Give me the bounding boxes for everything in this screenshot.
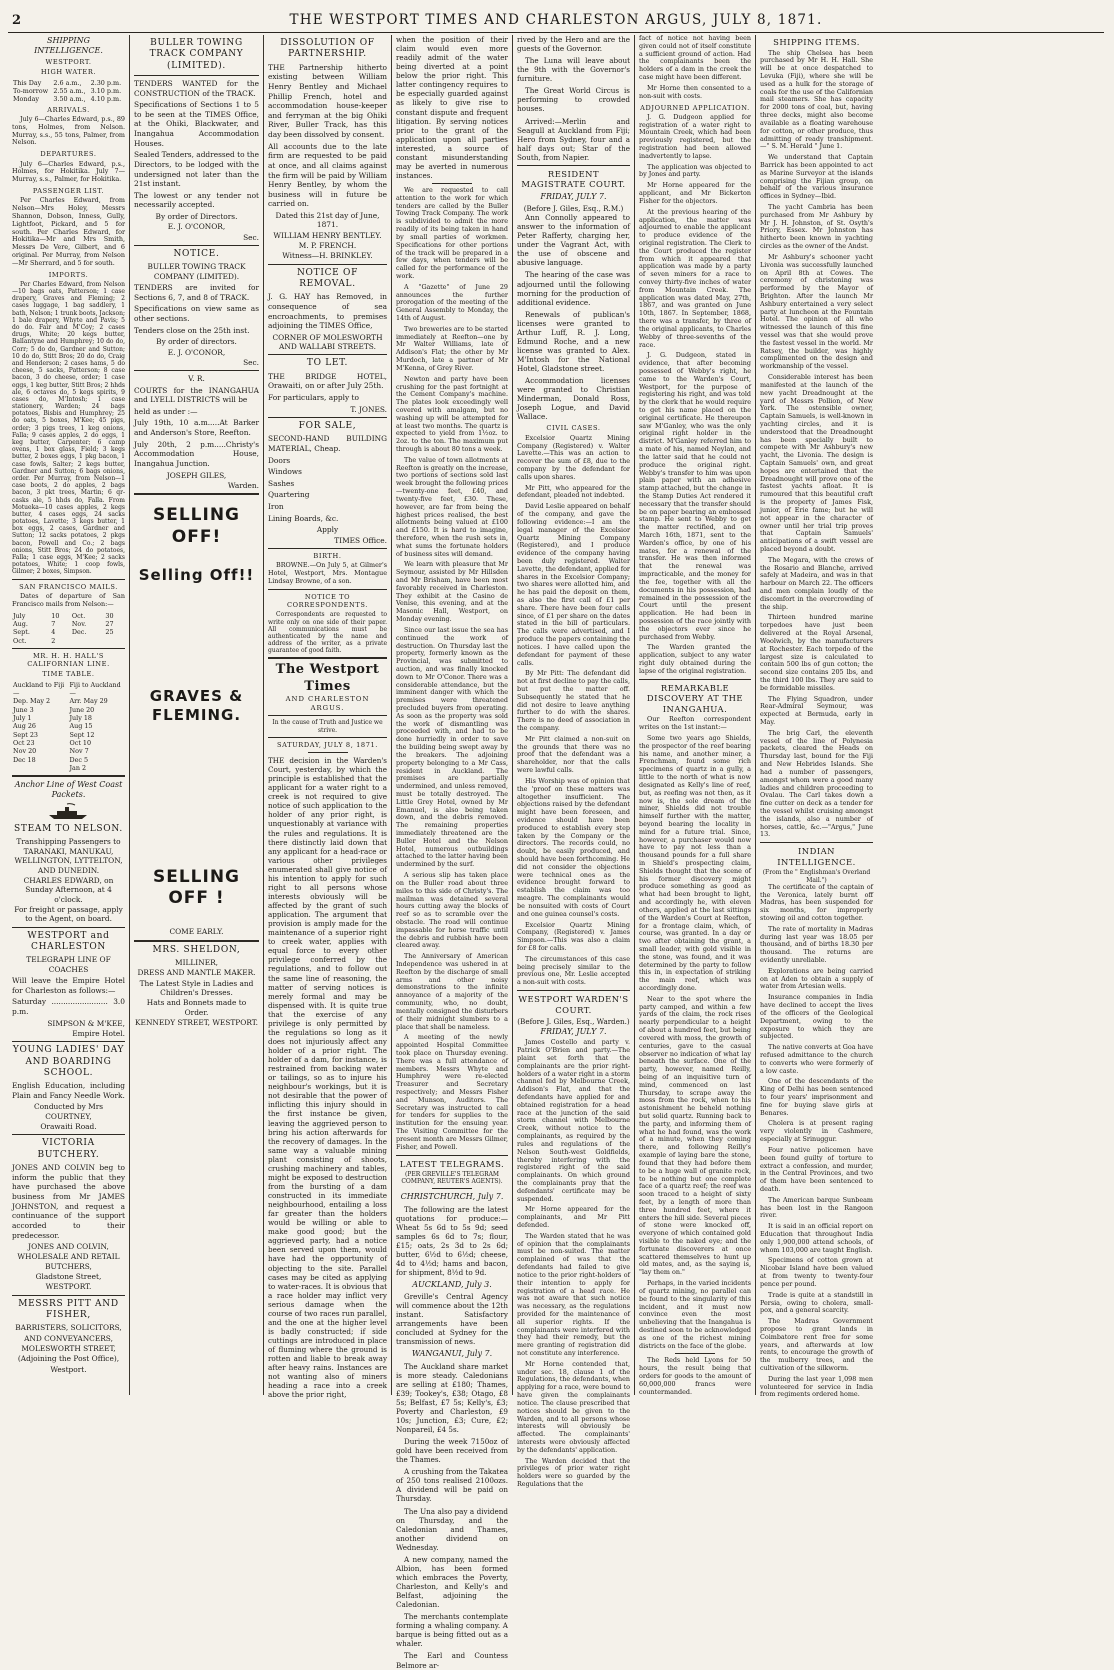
anchor-line-heading: Anchor Line of West Coast Packets. (14, 780, 123, 800)
article-text: The Megara, with the crews of the Rosario and Blanche, arrived safely at Madeira, and was in that harbour on March 22. The officers and men complain loudly of the discomfort in the overcrowding of the ship. (760, 555, 873, 611)
telegram-text: rived by the Hero and are the guests of the Governor. (517, 35, 630, 54)
court-text: Mr Horne appeared for the complainants, and Mr Pitt defended. (517, 1205, 630, 1230)
column-7 (756, 35, 877, 1399)
selling-off-headline: SELLING OFF! (152, 505, 241, 547)
wwc-date: FRIDAY, JULY 7. (540, 1027, 607, 1037)
page-title: THE WESTPORT TIMES AND CHARLESTON ARGUS, JULY 8, 1871. (289, 12, 823, 28)
article-text: The Reds held Lyons for 50 hours, the result being that orders for goods to the amount of 60,000,000 francs were countermanded. (639, 1356, 751, 1396)
sheldon-body2: Hats and Bonnets made to Order. (146, 998, 247, 1017)
butchery-title: VICTORIA BUTCHERY. (37, 1138, 100, 1160)
article-text: Considerable interest has been manifested at the launch of the new yacht Dreadnought at the yard of Messrs Pollion, of New York. The ostensible owner, Captain Samuels, is well-known in yachting circles, and it is understood that the Dreadnought has been specially built to compete with Mr Ashbury's new yacht, the Livonia. The design is Captain Samuels' own, and great hopes are entertained that the Dreadnought will prove one of the fastest yachts afloat. It is rumoured that this beautiful craft is the property of James Fisk, junior, of Erie fame; but he will not appear in the character of owner until her trial trip proves that Captain Samuels' anticipations of a swift vessel are placed beyond a doubt. (760, 373, 873, 553)
imports-text: Per Charles Edward, from Nelson—10 bags oats, Patterson; 1 case drapery, Graves and Fleming; 2 cases luggage, 1 bag saddlery, 1 bath, Nelson; 1 trunk boots, Jackson; 1 bale drapery, Whyte and Pavis; 5 do do. Fair and M'Coy; 2 cases drugs, White; 20 kegs butter, Ballantyne and Humphrey; 10 do do, Corr; 5 do do, Gardner and Sutton; 10 do do, Stitt Bros; 20 do do, Craig and Henderson; 2 cases hams, 5 do cheese, 5 sacks, Patterson; 8 case bacon, 3 do cheese, order; 1 case eggs, 1 keg butter, Stitt Bros; 2 hhds ale, 6 octaves do, 5 kegs spirits, 9 cases do, M'Intosh; 1 case stationery, Warden; 24 bags potatoes, Bisbis and Humphrey; 25 do oats, 5 boxes, M'Kee; 45 pigs, order; 3 pigs trees, 1 keg onions, Falla; 9 cases apples, 2 do eggs, 1 keg butter, Carpenter; 6 camp ovens, 1 box glass, Field; 3 kegs butter, 2 boxes eggs, 1 pkg bacon, 1 case fowls, Salter; 2 kegs butter, Gardner and Sutton; 6 bags onions, order. Per Murray, from Nelson—1 case boots, 2 do apples, 2 bags bacon, 3 pkt trees, Martin; 6 qr-casks ale, 5 hhds do, Falla. From Motueka—10 cases apples, 2 kegs butter, 4 cases eggs, 24 sacks potatoes, Lavette; 3 kegs butter, 1 box eggs, 2 cases, Gardner and Sutton; 12 sacks potatoes, 2 pkgs bacon, Powell and Co.; 2 bags onions, Stitt Bros; 24 do potatoes, Falla; 1 case eggs, M'Kee; 2 sacks potatoes, White; 1 coop fowls, Gilmer; 2 boxes, Simpson. (12, 280, 125, 576)
article-text: The certificate of the captain of the Veronica, lately burnt off Madras, has been suspended for six months, for improperly stowing oil and cotton together. (760, 882, 873, 922)
butchery-body: JONES AND COLVIN beg to inform the public that they have purchased the above business from Mr JAMES JOHNSTON, and request a continuance of the support accorded to their predecessor. (12, 1163, 125, 1240)
table-row: Dec 18 Dec 5 (13, 755, 89, 764)
btt-sec: Sec. (243, 232, 259, 242)
sheldon-body: The Latest Style in Ladies and Children's Dresses. (139, 978, 254, 998)
correspondents-heading: NOTICE TO CORRESPONDENTS. (287, 592, 368, 610)
law-sub: BARRISTERS, SOLICITORS, (15, 1323, 122, 1333)
newspaper-nameplate: The Westport Times (275, 662, 380, 694)
dissolution-body2: All accounts due to the late firm are requested to be paid at once, and all claims against the firm will be paid by William Henry Bentley, by whom the business will in future be carried on. (268, 141, 387, 209)
telegrams-source: (PER GREVILLE'S TELEGRAM COMPANY, REUTER'S AGENTS). (401, 1171, 503, 1186)
table-row: Jan 2 (69, 764, 87, 773)
article-text: The yacht Cambria has been purchased from Mr Ashbury by Mr J. H. Johnston, of St. Osyth's Priory, Essex. Mr Johnston has hitherto been known in yachting circles as the owner of the Andst. (760, 203, 873, 251)
coach-sign2: Empire Hotel. (72, 1028, 125, 1038)
court-text: The application was objected to by Jones and party. (639, 162, 751, 179)
dissolution-sign1: WILLIAM HENRY BENTLEY. (273, 230, 382, 240)
law-note: (Adjoining the Post Office), (17, 1354, 120, 1364)
table-row: Dep. May 2 Arr. May 29 (13, 697, 108, 706)
article-text: Cholera is at present raging very violently in Cashmere, especially at Srinuggur. (760, 1119, 873, 1144)
timetable (12, 681, 125, 773)
school-title: YOUNG LADIES' DAY AND BOARDING SCHOOL. (12, 1045, 125, 1078)
court-text: J. G. Dudgeon applied for registration of a water right to Mountain Creek, which had been previously registered, but the registration had been allowed inadvertently to lapse. (639, 112, 751, 160)
court-text: Excelsior Quartz Mining Company (Registered) v. Walter Lavette.—This was an action to recover the sum of £8, due to the company by the defendant for calls upon shares. (517, 433, 630, 481)
vr-mark: V. R. (188, 374, 205, 384)
law-sub2: AND CONVEYANCERS, (24, 1333, 113, 1343)
news-paragraph: A "Gazette" of June 29 announces the further prorogation of the meeting of the General Assembly to Monday, the 14th of August. (396, 282, 508, 322)
court-text: Mr Horne appeared for the applicant, and Mr Bickerton Fisher for the objectors. (639, 181, 751, 205)
sheldon-addr: KENNEDY STREET, WESTPORT. (135, 1018, 258, 1028)
sale-apply: Apply (316, 525, 339, 535)
table-row: Auckland to Fiji— Fiji to Auckland— (13, 680, 121, 698)
notice-title: NOTICE. (173, 249, 220, 260)
telegram-text: Greville's Central Agency will commence about the 12th instant. Satisfactory arrangements have been concluded at Sydney for the transmission of news. (396, 1292, 508, 1347)
news-paragraph: Since our last issue the sea has continued the work of destruction. On Thursday last the property, formerly known as the Provincial, was submitted to auction, and was finally knocked down to Mr O'Conor. There was a considerable attendance, but the imminent danger with which the premises were threatened precluded buyers from operating. As soon as the property was sold the work of dismantling was proceeded with, and had to be done hurriedly in order to save the building being swept away by the breakers. The adjoining property belonging to a Mr Cass, resident in Auckland. The premises are partially undermined, and unless removed, must be totally destroyed. The Little Grey Hotel, owned by Mr Emanuel, is also being taken down, and the debris removed. The remaining properties immediately threatened are the Buller Hotel and the Nelson Hotel, numerous outbuildings attached to the latter having been undermined by the surf. (396, 625, 508, 869)
article-text: The ship Chelsea has been purchased by Mr H. H. Hall. She will be at once despatched to Levuka (Fiji), where she will be used as a hulk for the storage of coals for the use of the Californian mail steamers. She has capacity for 2000 tons of coal, but, having three decks, might also become available as a floating warehouse for cotton, or other produce, thus admitting of ready transhipment.—" S. M. Herald " June 1. (760, 48, 873, 151)
telegram-text: The merchants contemplate forming a whaling company. A barque is being fitted out as a whaler. (396, 1612, 508, 1649)
sale-item: Iron (268, 502, 284, 512)
court-text: Renewals of publican's licenses were granted to Arthur Luff, R. J. Long, Edmund Roche, and a new license was granted to Alex. M'Intosh for the National Hotel, Gladstone street. (517, 309, 630, 374)
article-text: Specimens of cotton grown at Nicobar Island have been valued at from twenty to twenty-four pence per pound. (760, 1256, 873, 1288)
table-row: July 1 July 18 (13, 714, 92, 723)
dateline: CHRISTCHURCH, July 7. (400, 1192, 504, 1202)
article-text: The Madras Government propose to grant lands in Coimbatore rent free for some years, and afterwards at low rents, to encourage the growth of the mulberry trees, and the cultivation of the silkworm. (760, 1317, 873, 1373)
wwc-heading: WESTPORT WARDEN'S COURT. (518, 994, 629, 1015)
btt-body1: TENDERS WANTED for the CONSTRUCTION of the TRACK. (134, 78, 259, 98)
telegram-text: A new company, named the Albion, has been formed which embraces the Poverty, Charleston, and Kelly's and Belfast, adjoining the Caledonian. (396, 1554, 508, 1610)
news-paragraph: We are requested to call attention to the work for which tenders are called by the Buller Towing Track Company. The work is subdivided to admit the more readily of its being taken in hand by small parties of workmen. Specifications for other portions of the track will be prepared in a few days, when tenders will be called for the performance of the work. (396, 186, 508, 280)
article-text: Explorations are being carried on at Aden to obtain a supply of water from Artesian wells. (760, 966, 873, 991)
court-text: The hearing of the case was adjourned until the following morning for the production of additional evidence. (517, 270, 630, 307)
butchery-addr: Gladstone Street, (35, 1272, 102, 1282)
school-body: English Education, including Plain and Fancy Needle Work. (12, 1081, 125, 1100)
telegram-text: The Great World Circus is performing to crowded houses. (517, 86, 630, 114)
column-1 (8, 35, 130, 1395)
place-heading: WESTPORT. (45, 58, 92, 67)
steam-body: CHARLES EDWARD, on Sunday Afternoon, at 4 o'clock. (23, 876, 114, 904)
let-sign: T. JONES. (350, 404, 387, 414)
telegram-text: The Luna will leave about the 9th with the Governor's furniture. (517, 56, 630, 84)
telegram-text: The following are the latest quotations for produce:—Wheat 5s 6d to 5s 9d; seed samples 6s 6d to 7s; flour, £15; oats, 2s 3d to 2s 6d; butter, 6½d to 6½d; cheese, 4d to 4½d; hams and bacon, for shipment, 8½d to 9d. (396, 1204, 508, 1277)
law-title: MESSRS PITT AND FISHER, (18, 1298, 119, 1321)
passenger-heading: PASSENGER LIST. (32, 187, 105, 196)
court-text: Mr Pitt claimed a non-suit on the grounds that there was no proof that the defendant was a shareholder, nor that the calls were lawful calls. (517, 734, 630, 775)
column-6 (635, 35, 756, 1395)
motto: In the cause of Truth and Justice we strive. (272, 719, 383, 734)
steamship-icon (47, 803, 91, 821)
dissolution-date: Dated this 21st day of June, 1871. (275, 211, 380, 230)
let-title: TO LET. (306, 358, 349, 369)
table-row: Sept 23 Sept 12 (13, 730, 95, 739)
dateline: WANGANUI, July 7. (411, 1349, 493, 1359)
court-text: The Warden stated that he was of opinion that the complainants must be non-suited. The matter complained of was that the defendants had failed to give notice to the prior right-holders of their intention to apply for registration of a head race. He was not aware that such notice was necessary, as the regulations provided for the maintenance of all superior rights. If the complainants were interfered with they had their remedy, but the mere granting of registration did not constitute any interference. (517, 1231, 630, 1358)
removal-title: NOTICE OF REMOVAL. (296, 267, 359, 289)
court-text: Excelsior Quartz Mining Company, (Registered) v. James Simpson.—This was also a claim for £8 for calls. (517, 920, 630, 952)
shipping-items-heading: SHIPPING ITEMS. (773, 37, 860, 47)
notice-body1: TENDERS are invited for Sections 6, 7, and 8 of TRACK. (134, 283, 259, 302)
butchery-place: WESTPORT. (45, 1282, 92, 1292)
court-text: James Costello and party v. Patrick O'Brien and party.—The plaint set forth that the complainants are the prior right-holders of a water right in a storm channel fed by Melbourne Creek, Addison's Flat, and that the defendants have applied for and obtained registration for a head race at the junction of the said storm channel with Melbourne Creek, without notice to the complainants, as required by the rules and regulations of the Nelson South-west Goldfields, thereby interfering with the registered right of the said complainants. On which ground the complainants pray that the defendants' certificate may be suspended. (517, 1038, 630, 1203)
sf-note: Dates of departure of San Francisco mails from Nelson:— (12, 591, 125, 608)
courts-date-2: July 20th, 2 p.m.....Christy's Accommodation House, Inangahua Junction. (134, 439, 259, 468)
school-sign: Conducted by Mrs COURTNEY, (33, 1102, 104, 1121)
steam-title: STEAM TO NELSON. (14, 823, 123, 834)
court-text: His Worship was of opinion that the 'proof on these matters was altogether insufficient. The objections raised by the defendant might have been foreseen, and evidence should have been produced to establish every step taken by the Company or the directors. The records could, no doubt, be easily produced, and should have been forthcoming. He did not consider the objections were technical ones as the evidence brought forward to establish the claim was too meagre. The complainants would be nonsuited with costs of Court and one guinea counsel's costs. (517, 776, 630, 918)
columns (8, 34, 1104, 1670)
dissolution-title: DISSOLUTION OF PARTNERSHIP. (280, 38, 375, 60)
notice-sign: E. J. O'CONOR, (167, 347, 226, 357)
court-text: The Warden decided that the privileges of prior water right holders were so guarded by the Regulations that the (517, 1456, 630, 1489)
article-text: Trade is quite at a standstill in Persia, owing to cholera, small-pox, and a general scarcity. (760, 1290, 873, 1315)
court-text: J. G. Dudgeon, stated in evidence, that after becoming possessed of Webby's right, he came to the Warden's Court, Westport, for the purpose of registering his right, and was told by the clerk that he would require to get his name placed on the original certificate. He thereupon saw M'Ganley, who was the only original right holder in the district. M'Ganley referred him to a mate of his, named Neylan, and the latter said that he could not produce the original right. Webby's transfer to him was upon plain paper with an adhesive stamp attached, but the change in the Stamp Duties Act rendered it necessary that the transfer should be on paper bearing an embossed stamp. He sent to Webby to get the matter rectified, and on March 16th, 1871, sent to the Warden's office, by one of his mates, for a renewal of the transfer. He was then informed that the renewal was impracticable, and the money for the fee, together with all the documents in his possession, had remained in the possession of the Court until the present application. He had been in possession of the race jointly with the objectors ever since he purchased from Webby. (639, 351, 751, 641)
selling-off-subhead: Selling Off!! (138, 565, 255, 584)
steam-places: TARANAKI, MANUKAU, WELLINGTON, LYTTELTON, AND DUNEDIN. (14, 847, 123, 875)
court-text: Accommodation licenses were granted to Christian Minderman, Donald Ross, Joseph Logue, and David Wallace. (517, 376, 630, 422)
sf-table (12, 612, 125, 645)
selling-off-headline-2: SELLING OFF ! (152, 866, 241, 909)
notice-body3: Tenders close on the 25th inst. (134, 325, 250, 335)
sheldon-sub2: DRESS AND MANTLE MAKER. (137, 968, 256, 978)
sale-item: Lining Boards, &c. (268, 513, 339, 523)
article-text: One of the descendants of the King of Delhi has been sentenced to four years' imprisonment and fine for buying slave girls at Benares. (760, 1077, 873, 1117)
courts-date-1: July 19th, 10 a.m.....At Barker and Anderson's Store, Reefton. (134, 418, 259, 438)
article-text: The rate of mortality in Madras during last year was 18.05 per thousand, and of births 18.30 per thousand. The returns are evidently unreliable. (760, 924, 873, 965)
btt-body4: The lowest or any tender not necessarily accepted. (134, 190, 259, 210)
court-text: Ann Connolly appeared to answer to the information of Peter Rafferty, charging her, under the Vagrant Act, with the use of obscene and abusive language. (517, 213, 630, 268)
table-row: This Day 2.6 a.m., 2.30 p.m. (13, 78, 122, 87)
butchery-trade: WHOLESALE AND RETAIL BUTCHERS, (17, 1252, 120, 1271)
coach-sub: TELEGRAPH LINE OF COACHES (26, 955, 111, 974)
court-text: The Warden granted the application, subject to any water right duly obtained during the lapse of the original registration. (639, 643, 751, 675)
timetable-heading: TIME TABLE. (42, 670, 95, 679)
article-text: Mr Ashbury's schooner yacht Livonia was successfully launched on April 8th at Cowes. The ceremony of christening was performed by the Mayor of Brighton. After the launch Mr Ashbury entertained a very select party at luncheon at the Fountain Hotel. The opinion of all who witnessed the launch of this fine vessel was that she would prove the fastest vessel in the world. Mr Ratsey, the builder, was highly complimented on the design and workmanship of the vessel. (760, 252, 873, 371)
sale-office: TIMES Office. (334, 535, 387, 545)
table-row: Oct 23 Oct 10 (13, 739, 92, 748)
sale-title: FOR SALE, (298, 421, 357, 432)
sale-item: Windows (268, 467, 302, 477)
butchery-sign: JONES AND COLVIN, (28, 1242, 109, 1252)
court-text: David Leslie appeared on behalf of the company, and gave the following evidence:—I am the legal manager of the Excelsior Quartz Mining Company (Registered), and I produce evidence of the company having been duly registered. Walter Lavette, the defendant, applied for shares in the Excelsior Company; two shares were allotted him, and he has paid the deposit on them, as also the first call of £1 per share. There have been four calls since, of £1 per share on the dates stated in the bill of particulars. The calls were advertised, and I produce the papers containing the notices. I have called upon the defendant for payment of these calls. (517, 502, 630, 667)
article-text: We understand that Captain Barrick has been appointed to act as Marine Surveyor at the islands comprising the Fijian group, on behalf of the various insurance offices in Sydney—Ibid. (760, 153, 873, 201)
article-text: Near to the spot where the party camped, and within a few yards of the claim, the rock rises nearly perpendicular to a height of about a hundred feet, but being covered with moss, the growth of centuries, gave to the casual observer no indication of what lay beneath the surface. One of the party, however, named Reilly, being of an inquisitive turn of mind, commenced on last Thursday, to scrape away the moss from the rock, when to his astonishment he beheld nothing but solid quartz. Running back to the party, and informing them of what he had found, was the work of a minute, when they coming there, and following Reilly's example of laying bare the stone, found that they had before them to be a huge wall of granite rock, to be nothing but one complete face of a quartz reef; the reef was soon traced to a height of sixty feet, by a length of more than three hundred feet, where it enters the hill side. Several pieces of stone were knocked off, everyone of which contained gold visible to the naked eye; and the fortunate discoverers at once scattered themselves to hunt up old mates, and, as the saying is, "lay them on." (639, 994, 751, 1277)
dissolution-sign2: M. P. FRENCH. (298, 241, 357, 251)
leader-text: THE decision in the Warden's Court, yesterday, by which the principle is established that the applicant for a water right to a creek is not required to give notice of such application to the holder of any prior right, is unquestionably at variance with the rules and regulations. It is there distinctly laid down that any applicant for a head-race or various other privileges enumerated shall give notice of his intention to apply for such right to all persons whose interests obviously will be affected by the grant of such application. The argument that provision is amply made for the maintenance of a superior right to creek water, applies with equal force to every other privilege conferred by the regulations, and to follow out the same line of reasoning, the matter of serving notices is merely formal and may be dispensed with. It is quite true that the exercise of any privilege is only permitted by the regulations so long as it does not injuriously affect any holder of a prior right. The holder of a dam, for instance, is restrained from backing water or tailings, so as to injure his neighbour's workings, but it is not desirable that the power of inflicting this injury should in the first instance be given, leaving the aggrieved person to bring his action afterwards for the recovery of damages. In the same way a valuable mining plant consisting of shoots, crushing machinery and tables, might be exposed to destruction from the bursting of a dam constructed in its immediate neighbourhood, entailing a loss far greater than the holders would be willing or able to make good good; but the aggrieved party, had a notice been served upon them, would have had the opportunity of objecting to the site. Parallel cases may be cited as applying to water-races. It is obvious that a race holder may inflict very serious damage when the course of two races run parallel, and the one at the higher level is badly constructed; if side cuttings are introduced in place of fluming where the ground is rotten and liable to break away after heavy rains. Instances are not wanting also of miners heading a race into a creek above the prior right, (268, 756, 387, 1400)
btt-title: BULLER TOWING TRACK COMPANY (LIMITED). (149, 38, 244, 71)
india-heading: INDIAN INTELLIGENCE. (777, 846, 856, 867)
article-text: It is said in an official report on Education that throughout India only 1,900,000 attend schools, of whom 103,000 are taught English. (760, 1222, 873, 1254)
telegram-text: The Una also pay a dividend on Thursday, and the Caledonian and Thames, another dividend on Wednesday. (396, 1506, 508, 1552)
btt-order: By order of Directors. (155, 212, 238, 222)
court-text: Mr Pitt, who appeared for the defendant, pleaded not indebted. (517, 483, 630, 500)
notice-co: BULLER TOWING TRACK COMPANY (LIMITED). (147, 262, 246, 281)
tide-table (12, 79, 125, 104)
civil-heading: CIVIL CASES. (546, 424, 601, 433)
notice-sec: Sec. (243, 357, 259, 367)
telegram-text: Arrived:—Merlin and Seagull at Auckland from Fiji; Hero from Sydney, four and a half days out; Star of the South, from Napier. (517, 116, 630, 162)
article-text: Our Reefton correspondent writes on the 1st instant:— (639, 715, 751, 732)
passenger-text: Per Charles Edward, from Nelson—Mrs Holey, Messrs Shannon, Dobson, Inness, Gully, Lightfoot, Pickard, and 5 for south. Per Charles Edward, for Hokitika—Mr and Mrs Smith, Messrs De Vere, Gilbert, and 6 original. Per Murray, from Nelson—Mr Sherrard, and 5 for south. (12, 196, 125, 267)
coach-sign: SIMPSON & M'KEE, (47, 1018, 125, 1028)
dateline: AUCKLAND, July 3. (412, 1280, 492, 1290)
wwc-before: (Before J. Giles, Esq., Warden.) (517, 1017, 630, 1027)
telegram-text: During the week 7150oz of gold have been received from the Thames. (396, 1437, 508, 1465)
table-row: July 10 Oct. 30 (13, 611, 114, 620)
court-text: At the previous hearing of the application, the matter was adjourned to enable the applicant to produce evidence of the original registration. The Clerk to the Court produced the register from which it appeared that application was made by a party of seven miners for a race to convey thirty-five inches of water from Mountain Creek. The application was dated May, 27th, 1867, and was granted on June 10th, 1867. In September, 1868, there was a transfer, by three of the original applicants, to Charles Webby of three-sevenths of the race. (639, 207, 751, 349)
table-row: Monday 3.50 a.m., 4.10 p.m. (13, 95, 122, 104)
leader-continued: when the position of their claim would even more readily admit of the water being diverted at a point below the prior right. This latter contingency requires to be especially guarded against as likely to give rise to constant dispute and frequent litigation. By serving notices prior to the grant of the application upon all parties interested, a source of constant misunderstanding may be averted in numerous instances. (396, 35, 508, 180)
telegram-text: The Earl and Countess Belmore ar- (396, 1651, 508, 1670)
telegram-text: A crushing from the Takatea of 250 tons realised 2100ozs. A dividend will be paid on Thursday. (396, 1467, 508, 1504)
table-row: June 3 June 20 (13, 705, 95, 714)
come-early: COME EARLY. (169, 927, 224, 937)
sheldon-sub: MILLINER, (175, 958, 218, 968)
court-text: By Mr Pitt: The defendant did not at first decline to pay the calls, but put the matter off. Subsequently he stated that he did not desire to leave anything further to do with the shares. There is no deed of association in the company. (517, 669, 630, 733)
birth-text: BROWNE.—On July 5, at Gilmer's Hotel, Westport, Mrs. Montague Lindsay Browne, of a son. (268, 561, 387, 585)
court-text: The circumstances of this case being precisely similar to the previous one, Mr. Leslie accepted a non-suit with costs. (517, 954, 630, 987)
masthead (8, 12, 1104, 33)
article-text: The Flying Squadron, under Rear-Admiral Seymour, was expected at Bermuda, early in May. (760, 694, 873, 727)
article-text: Thirteen hundred marine torpedoes have just been delivered at the Royal Arsenal, Woolwich, by the manufacturers at Rochester. Each torpedo of the largest size is calculated to contain 500 lbs of gun cotton; the second size contains 205 lbs, and the third 100 lbs. They are said to be formidable missiles. (760, 613, 873, 692)
adjourned-heading: ADJOURNED APPLICATION. (640, 103, 750, 112)
news-paragraph: A serious slip has taken place on the Buller road about three miles to this side of Christy's. The mailman was detained several hours cutting away the blocks of reef so as to scramble over the obstacle. The road will continue impassable for horse traffic until the debris and rubbish have been cleared away. (396, 871, 508, 950)
notice-body2: Specifications on view same as other sections. (134, 304, 259, 323)
arrivals-heading: ARRIVALS. (47, 105, 90, 114)
sale-item: Quartering (268, 490, 310, 500)
rmc-heading: RESIDENT MAGISTRATE COURT. (521, 168, 626, 190)
nameplate-sub: AND CHARLESTON ARGUS. (285, 695, 370, 712)
courts-sign: JOSEPH GILES, (166, 470, 227, 480)
courts-title: COURTS for the INANGAHUA and LYELL DISTRICTS will be (134, 385, 259, 405)
removal-addr: CORNER OF MOLESWORTH AND WALLABI STREETS. (272, 332, 383, 352)
btt-body3: Sealed Tenders, addressed to the Directors, to be lodged with the undersigned not later than the 21st instant. (134, 150, 259, 189)
news-paragraph: A meeting of the newly appointed Hospital Committee took place on Thursday evening. There was a full attendance of members. Messrs Whyte and Humphrey were re-elected Treasurer and Secretary respectively; and Messrs Fisher and Munson, Auditors. The Secretary was instructed to call for tenders for supplies to the institution for the ensuing year. The Visiting Committee for the present month are Messrs Gilmer, Fisher, and Powell. (396, 1033, 508, 1151)
law-addr: MOLESWORTH STREET, (21, 1344, 116, 1354)
news-paragraph: Two breweries are to be started immediately at Reefton—one by Mr Walter Williams, late of Addison's Flat; the other by Mr Murdoch, late a partner of Mr M'Kenna, of Grey River. (396, 324, 508, 372)
discovery-heading: REMARKABLE DISCOVERY AT THE INANGAHUA. (646, 682, 744, 714)
birth-heading: BIRTH. (313, 552, 342, 560)
column-4 (392, 35, 513, 1670)
steam-freight: For freight or passage, apply to the Agent, on board. (14, 905, 123, 924)
column-3 (264, 35, 392, 1400)
departures-text: July 6—Charles Edward, p.s., Holmes, for Hokitika. July 7—Murray, s.s., Palmer, for Hokitika. (12, 159, 125, 184)
column-5 (513, 35, 635, 1489)
telegrams-heading: LATEST TELEGRAMS. (399, 1158, 505, 1169)
article-text: The American barque Sunbeam has been lost in the Rangoon river. (760, 1195, 873, 1220)
sale-item: Doors (268, 455, 291, 465)
table-row: Sept. 4 Dec. 25 (13, 628, 114, 637)
courts-held: held as under :— (134, 406, 198, 416)
correspondents-text: Correspondents are requested to write only on one side of their paper. All communications must be authenticated by the name and address of the writer, as a private guarantee of good faith. (268, 611, 387, 655)
article-text: The brig Carl, the eleventh vessel of the line of Polynesia packets, cleared the Heads on Thursday last, bound for the Fiji and New Hebrides Islands. She had a number of passengers, amongst whom were a good many ladies and children proceeding to Ovalau. The Carl takes down a fine cutter on deck as a tender for the vessel whilst cruising amongst the islands, also a number of horses, cattle, &c.—"Argus," June 13. (760, 728, 873, 839)
article-text: The native converts at Goa have refused admittance to the church to converts who were formerly of a low caste. (760, 1043, 873, 1075)
school-place: Orawaiti Road. (40, 1122, 97, 1132)
arrivals-text: July 6—Charles Edward, p.s., 89 tons, Holmes, from Nelson. Murray, s.s., 55 tons, Palmer, from Nelson. (12, 115, 125, 147)
news-paragraph: We learn with pleasure that Mr Seymour, assisted by Mr Hillsden and Mr Brisham, have been most favorably received in Charleston. They exhibit at the Casino de Venise, this evening, and at the Masonic Hall, Westport, on Monday evening. (396, 560, 508, 624)
coach-time: Saturday ........................ 3.0 p.m. (12, 997, 125, 1016)
sale-body: SECOND-HAND BUILDING MATERIAL, Cheap. (268, 434, 387, 453)
article-text: During the last year 1,098 men volunteered for service in India from regiments ordered home. (760, 1374, 873, 1399)
table-row: Aug 26 Aug 15 (13, 722, 93, 731)
table-row: Oct. 2 (13, 636, 56, 645)
date-line: SATURDAY, JULY 8, 1871. (277, 740, 378, 749)
article-text: Insurance companies in India have declined to accept the lives of the officers of the Geological Department, owing to the exposure to which they are subjected. (760, 993, 873, 1041)
high-water-heading: HIGH WATER. (40, 68, 97, 77)
india-source: (From the " Englishman's Overland Mail.") (762, 869, 871, 884)
rmc-before: (Before J. Giles, Esq., R.M.) (523, 204, 624, 214)
btt-body2: Specifications of Sections 1 to 5 to be seen at the TIMES Office, at the Ohiki, Blackwater, and Inangahua Accommodation Houses. (134, 100, 259, 148)
coach-title: WESTPORT and CHARLESTON (27, 930, 110, 953)
court-text: Mr Horne contended that, under sec. 18, clause 1 of the Regulations, the defendants, when applying for a race, were bound to have given the complainants notice. The clause prescribed that notices should be given to the Warden, and to all persons whose interests will obviously be affected. The complainants' interests were obviously affected by the defendants' application. (517, 1359, 630, 1454)
article-text: Perhaps, in the varied incidents of quartz mining, no parallel can be found to the singularity of this incident, and it must now convince even the most unbelieving that the Inangahua is destined soon to be acknowledged as one of the richest mining districts on the face of the globe. (639, 1279, 751, 1350)
graves-fleming: GRAVES & FLEMING. (149, 686, 244, 724)
imports-heading: IMPORTS. (48, 270, 89, 279)
court-text: Mr Horne then consented to a non-suit with costs. (639, 83, 751, 100)
dissolution-body1: THE Partnership hitherto existing between William Henry Bentley and Michael Phillip French, hotel and accommodation house-keeper and ferryman at the big Ohiki River, Buller Track, has this day been dissolved by consent. (268, 62, 387, 140)
coach-body: Will leave the Empire Hotel for Charleston as follows:— (12, 976, 125, 995)
page-number: 2 (12, 13, 22, 28)
news-paragraph: The value of town allotments at Reefton is greatly on the increase, two portions of sections sold last week brought the following prices—twenty-one feet, £40, and twenty-five feet, £30. These, however, are far from being the highest prices realised, the best allotments being valued at £100 and £150. It is hard to imagine, therefore, when the rush sets in, what sums the fortunate holders of business sites will demand. (396, 455, 508, 558)
let-body: THE BRIDGE HOTEL, Orawaiti, on or after July 25th. (268, 371, 387, 391)
removal-body: J. G. HAY has Removed, in consequence of sea encroachments, to premises adjoining the TIMES Office, (268, 292, 387, 331)
shipping-heading: SHIPPING INTELLIGENCE. (34, 36, 103, 56)
dissolution-witness: Witness—H. BRINKLEY. (282, 251, 373, 261)
rmc-date: FRIDAY, JULY 7. (540, 191, 607, 201)
table-row: Nov 20 Nov 7 (13, 747, 89, 756)
law-place: Westport. (50, 1364, 87, 1374)
sale-item: Sashes (268, 478, 295, 488)
court-text: fact of notice not having been given could not of itself constitute a sufficient ground of action. Had the complainants been the holders of a dam in the creek the case might have been different. (639, 34, 751, 82)
column-2 (130, 35, 264, 1395)
departures-heading: DEPARTURES. (40, 150, 97, 159)
article-text: Four native policemen have been found guilty of torture to extract a confession, and murder, in the Central Provinces, and two of them have been sentenced to death. (760, 1145, 873, 1193)
news-paragraph: Newton and party have been crushing for the past fortnight at the Cement Company's machine. The plates look exceedingly well covered with amalgam, but no washing up will be attempted for at least two months. The quartz is expected to yield from 1½oz. to 2oz. to the ton. The maximum put through is about 80 tons a week. (396, 374, 508, 453)
sf-mails-heading: SAN FRANCISCO MAILS. (19, 582, 118, 591)
notice-order: By order of directors. (156, 337, 237, 347)
article-text: Some two years ago Shields, the prospector of the reef bearing his name, and another miner, a Frenchman, found some rich specimens of quartz in a gully, a little to the north of what is now designated as Kelly's line of reef, but, as reefing was not then, as it now is, the sole dream of the miner, Shields did not trouble himself further with the matter, beyond bearing the locality in mind for a future trial. Since, however, a purchaser would now have to pay not less than a thousand pounds for a full share in Shield's prospecting claim, Shields thought that the scene of his former discovery might produce something as good as what had been brought to light, and accordingly he, with eleven others, applied at the last sittings of the Warden's Court at Reefton, for a frontage claim, which, of course, was granted. In a day or two after obtaining the grant, a small leader, with gold visible in the stone, was found, and it was determined by the party to follow this in, in expectation of striking the main reef, which was accordingly done. (639, 734, 751, 993)
table-row: Aug. 7 Nov. 27 (13, 619, 114, 628)
table-row: To-morrow 2.55 a.m., 3.10 p.m. (13, 87, 122, 96)
courts-role: Warden. (227, 480, 259, 490)
hall-line-heading: MR. H. H. HALL'S CALIFORNIAN LINE. (27, 651, 110, 669)
steam-text: Transhipping Passengers to (16, 836, 121, 846)
news-paragraph: The Anniversary of American Independence was ushered in at Reefton by the discharge of small arms and other noisy demonstrations to the infinite annoyance of a majority of the community, who, no doubt, mentally consigned the disturbers of their midnight slumbers to a place that shall be nameless. (396, 952, 508, 1031)
telegram-text: The Auckland share market is more steady. Caledonians are selling at £180; Thames, £39; Tookey's, £38; Otago, £8 5s; Belfast, £7 5s; Kelly's, £3; Poverty and Charleston, £9 10s; Junction, £3; Cure, £2; Nonpareil, £4 5s. (396, 1361, 508, 1434)
let-apply: For particulars, apply to (268, 393, 359, 403)
btt-sign: E. J. O'CONOR, (167, 222, 226, 232)
sheldon-title: MRS. SHELDON, (152, 944, 241, 955)
